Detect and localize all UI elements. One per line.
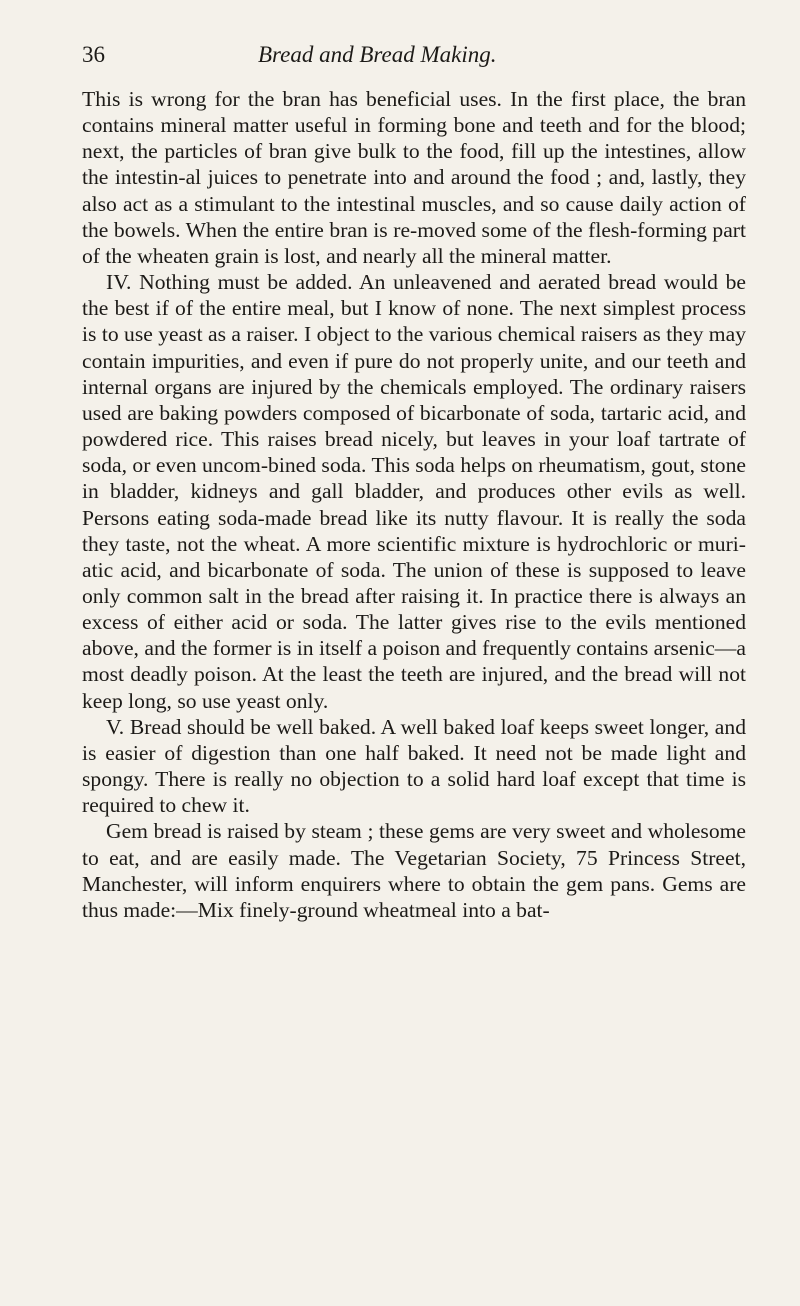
paragraph-nothing-added: IV. Nothing must be added. An unleavened and aerated bread would be the best if of the entire meal, but I know of none. The next simplest process is to use yeast as a raiser. I object to the various chemical raisers as they may contain impurities, and even if pure do not properly unite, and our teeth and internal organs are injured by the chemicals employed. The ordinary raisers used are baking powders composed of bicarbonate of soda, tartaric acid, and powdered rice. This raises bread nicely, but leaves in your loaf tartrate of soda, or even uncom-bined soda. This soda helps on rheumatism, gout, stone in bladder, kidneys and gall bladder, and produces other evils as well. Persons eating soda-made bread like its nutty flavour. It is really the soda they taste, not the wheat. A more scientific mixture is hydrochloric or muri-atic acid, and bicarbonate of soda. The union of these is supposed to leave only common salt in the bread after raising it. In practice there is always an excess of either acid or soda. The latter gives rise to the evils mentioned above, and the former is in itself a poison and frequently contains arsenic—a most deadly poison. At the least the teeth are injured, and the bread will not keep long, so use yeast only.: [82, 270, 746, 713]
page-number: 36: [82, 42, 105, 67]
running-title: Bread and Bread Making.: [258, 42, 497, 67]
paragraph-bran-uses: This is wrong for the bran has beneficial uses. In the first place, the bran contains mineral matter useful in forming bone and teeth and for the blood; next, the particles of bran give bulk to the food, fill up the intestines, allow the intestin-al juices to penetrate into and around the food ; and, lastly, they also act as a stimulant to the intestinal muscles, and so cause daily action of the bowels. When the entire bran is re-moved some of the flesh-forming part of the wheaten grain is lost, and nearly all the mineral matter.: [82, 87, 746, 268]
paragraph-gem-bread: Gem bread is raised by steam ; these gems are very sweet and wholesome to eat, and are easily made. The Vegetarian Society, 75 Princess Street, Manchester, will inform enquirers where to obtain the gem pans. Gems are thus made:—Mix finely-ground wheatmeal into a bat-: [82, 819, 746, 922]
paragraph-well-baked: V. Bread should be well baked. A well baked loaf keeps sweet longer, and is easier of digestion than one half baked. It need not be made light and spongy. There is really no objection to a solid hard loaf except that time is required to chew it.: [82, 714, 746, 818]
body-text: [82, 86, 746, 923]
page-header: [82, 40, 746, 70]
